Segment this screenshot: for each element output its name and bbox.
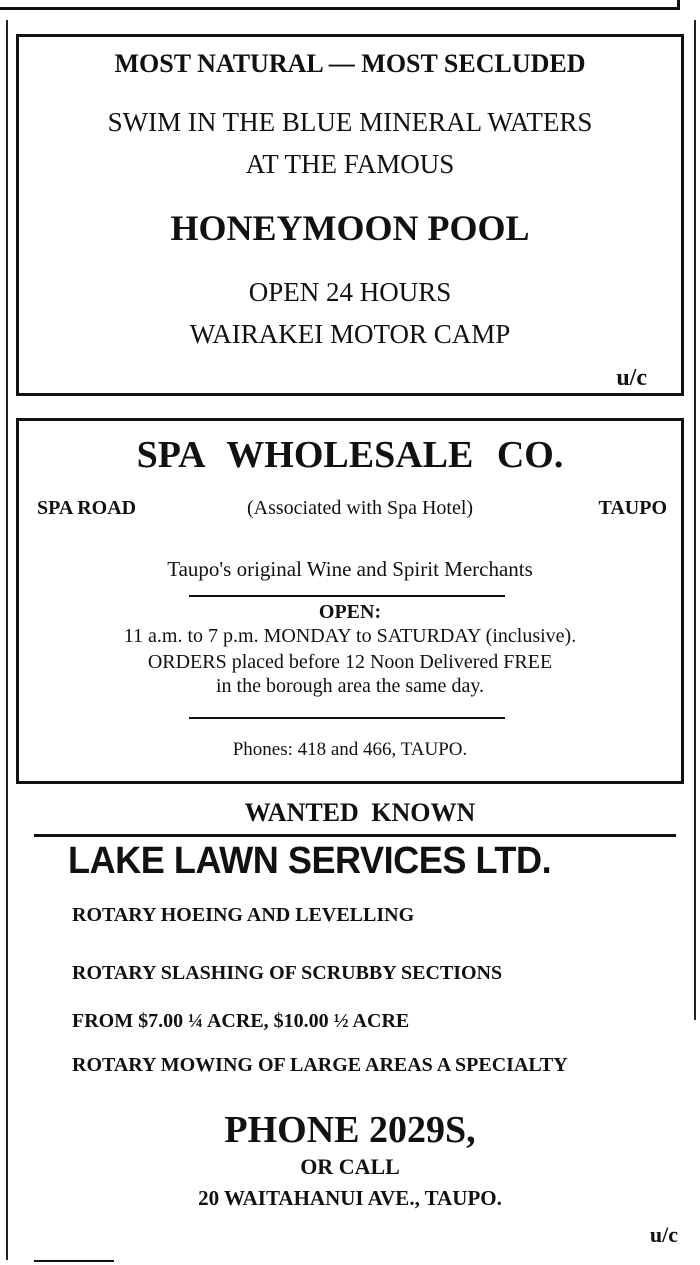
orders-note: ORDERS placed before 12 Noon Delivered FREE xyxy=(147,651,553,673)
street-address: 20 WAITAHANUI AVE., TAUPO. xyxy=(198,1186,502,1210)
ad-line-famous: AT THE FAMOUS xyxy=(245,149,455,179)
service-price: FROM $7.00 ¼ ACRE, $10.00 ½ ACRE xyxy=(72,1010,410,1032)
wanted-known-heading: WANTED KNOWN xyxy=(244,798,476,827)
association-note: (Associated with Spa Hotel) xyxy=(247,497,474,519)
address-left: SPA ROAD xyxy=(37,497,137,519)
service-item: ROTARY HOEING AND LEVELLING xyxy=(72,904,415,926)
ad-title: SPA WHOLESALE CO. xyxy=(136,434,564,476)
ad-code: u/c xyxy=(616,365,647,391)
company-name: LAKE LAWN SERVICES LTD. xyxy=(68,840,552,882)
divider xyxy=(189,717,505,719)
service-item: ROTARY MOWING OF LARGE AREAS A SPECIALTY xyxy=(72,1054,568,1076)
divider xyxy=(189,595,505,597)
ad-location: WAIRAKEI MOTOR CAMP xyxy=(189,319,511,349)
left-column-rule xyxy=(6,20,8,1260)
phone-number: PHONE 2029S, xyxy=(224,1109,476,1151)
phone-numbers: Phones: 418 and 466, TAUPO. xyxy=(232,739,468,760)
ad-tagline: MOST NATURAL — MOST SECLUDED xyxy=(114,49,586,78)
address-right: TAUPO xyxy=(598,497,667,519)
service-item: ROTARY SLASHING OF SCRUBBY SECTIONS xyxy=(72,962,503,984)
divider xyxy=(34,1260,114,1262)
top-border xyxy=(0,0,680,10)
ad-hours: OPEN 24 HOURS xyxy=(248,277,452,307)
ad-code: u/c xyxy=(649,1222,678,1247)
open-label: OPEN: xyxy=(318,601,382,623)
honeymoon-pool-ad xyxy=(16,34,684,396)
divider xyxy=(34,834,676,837)
delivery-area: in the borough area the same day. xyxy=(215,675,485,697)
or-call: OR CALL xyxy=(300,1154,400,1179)
spa-wholesale-ad xyxy=(16,418,684,784)
ad-headline: HONEYMOON POOL xyxy=(170,208,530,248)
address-row xyxy=(37,497,667,523)
ad-line-swim: SWIM IN THE BLUE MINERAL WATERS xyxy=(107,107,593,137)
right-column-rule xyxy=(694,20,696,1020)
opening-hours: 11 a.m. to 7 p.m. MONDAY to SATURDAY (inclusive). xyxy=(123,625,577,647)
ad-tagline: Taupo's original Wine and Spirit Merchants xyxy=(167,557,533,581)
